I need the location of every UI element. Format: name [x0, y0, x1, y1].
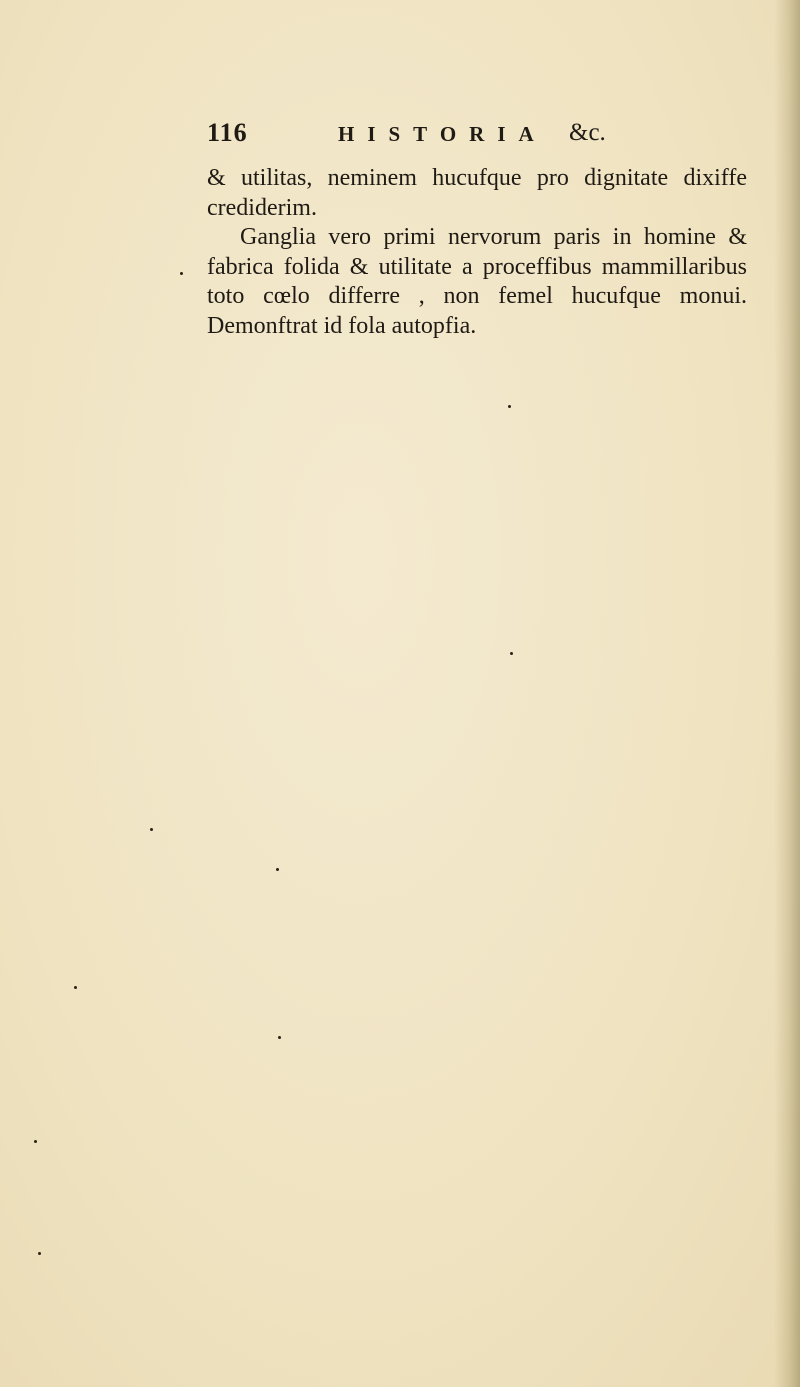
text-line: Demonftrat id fola autopfia.: [207, 312, 477, 339]
running-head-title: HISTORIA: [338, 122, 547, 146]
paper-speck: [508, 405, 511, 408]
page-edge-shadow: [774, 0, 800, 1387]
text-line: crediderim.: [207, 194, 317, 221]
paper-speck: [150, 828, 153, 831]
text-line: fabrica folida & utilitate a proceffibus mammillaribus: [207, 253, 747, 280]
running-head: [207, 118, 647, 158]
paper-speck: [180, 272, 183, 275]
text-line: toto cœlo differre , non femel hucufque monui.: [207, 283, 747, 309]
paper-speck: [74, 986, 77, 989]
paper-speck: [276, 868, 279, 871]
paper-speck: [38, 1252, 41, 1255]
paper-speck: [510, 652, 513, 655]
page-number: 116: [207, 118, 248, 147]
paper-speck: [278, 1036, 281, 1039]
body-text: [207, 164, 747, 341]
paper-speck: [34, 1140, 37, 1143]
running-head-etc: &c.: [569, 119, 606, 146]
text-line: & utilitas, neminem hucufque pro dignitate dixiffe: [207, 165, 747, 191]
text-line: Ganglia vero primi nervorum paris in homine &: [240, 224, 747, 250]
